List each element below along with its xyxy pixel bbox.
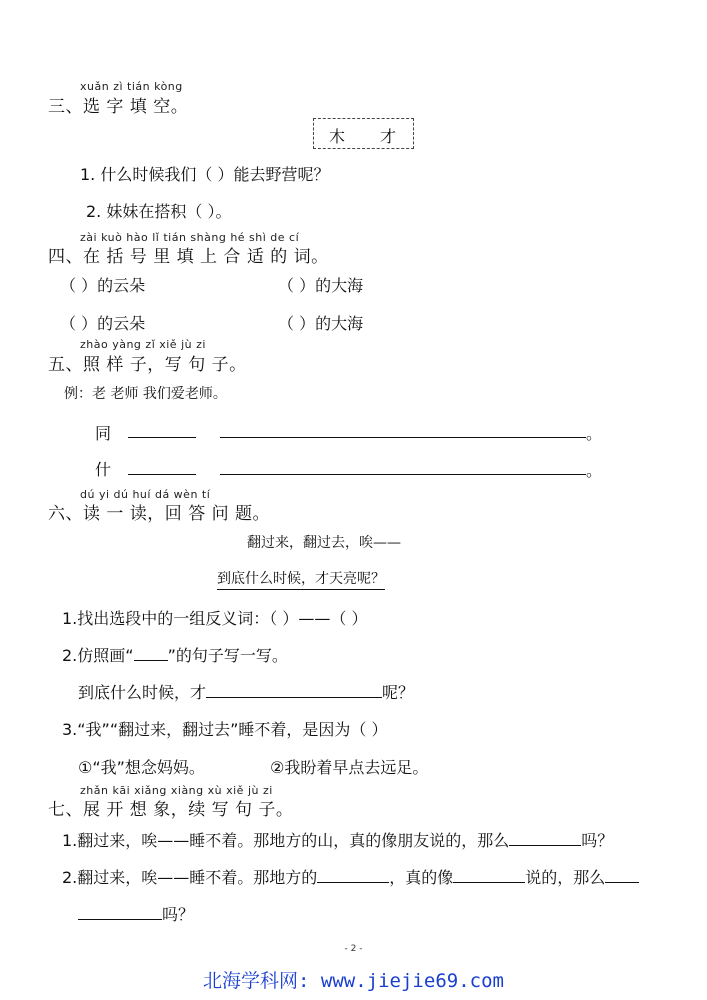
s7-question-2-cont: [78, 902, 194, 925]
s7-q2-blank-3[interactable]: [605, 868, 639, 883]
s6-q2-blank[interactable]: [206, 683, 382, 698]
s7-q1-text-a: 1.翻过来，唉——睡不着。那地方的山，真的像朋友说的，那么: [62, 831, 510, 850]
s7-q2-text-b: ，真的像: [389, 868, 454, 887]
s6-q2-text-a: 2.仿照画“: [62, 646, 134, 665]
word-choice-box: [313, 118, 414, 149]
s6-option-2: ②我盼着早点去远足。: [270, 758, 429, 777]
s6-passage-line-2: 到底什么时候，才天亮呢？: [217, 568, 385, 590]
s3-question-1: 1. 什么时候我们（ ）能去野营呢？: [80, 165, 330, 184]
s5-pinyin: zhào yàng zǐ xiě jù zi: [80, 338, 206, 351]
s4-row2-left: （ ）的云朵: [60, 314, 146, 333]
s7-question-1: [62, 828, 613, 851]
s4-row2-right: （ ）的大海: [278, 314, 364, 333]
s7-question-2: [62, 865, 639, 888]
s7-pinyin: zhǎn kāi xiǎng xiàng xù xiě jù zi: [80, 784, 273, 797]
s7-q1-text-b: 吗？: [581, 831, 614, 850]
s7-q2-blank-1[interactable]: [317, 868, 389, 883]
s7-q2-blank-4[interactable]: [78, 905, 162, 920]
s5-period-1: 。: [586, 424, 603, 443]
s5-blank-word-1[interactable]: [128, 423, 196, 438]
page-number: - 2 -: [344, 944, 363, 954]
s5-blank-sentence-2[interactable]: [220, 460, 586, 475]
s6-passage-line-1: 翻过来，翻过去，唉——: [247, 535, 401, 551]
s7-q2-text-c: 说的，那么: [525, 868, 606, 887]
s6-question-2-fill: [78, 680, 414, 703]
box-char-mu: 木: [329, 127, 346, 146]
s6-q2-fill-text-a: 到底什么时候，才: [78, 683, 207, 702]
s4-row1-right: （ ）的大海: [278, 276, 364, 295]
s7-q2-text-d: 吗？: [162, 905, 195, 924]
s5-blank-word-2[interactable]: [128, 460, 196, 475]
s5-example: 例：老 老师 我们爱老师。: [64, 386, 227, 402]
s3-pinyin: xuǎn zì tián kòng: [80, 80, 183, 93]
s7-q2-text-a: 2.翻过来，唉——睡不着。那地方的: [62, 868, 318, 887]
s6-heading: 六、读 一 读，回 答 问 题。: [48, 504, 271, 524]
s6-question-3: 3.“我”“翻过来，翻过去”睡不着，是因为（ ）: [62, 720, 388, 739]
s6-pinyin: dú yi dú huí dá wèn tí: [80, 488, 211, 501]
s6-question-2: [62, 643, 288, 666]
s7-q1-blank[interactable]: [509, 831, 581, 846]
box-char-cai: 才: [380, 127, 397, 146]
s5-char-tong: 同: [95, 424, 112, 443]
watermark: 北海学科网: www.jiejie69.com: [203, 970, 504, 992]
s5-blank-sentence-1[interactable]: [220, 423, 586, 438]
s6-q2-text-b: ”的句子写一写。: [167, 646, 288, 665]
s3-question-2: 2. 妹妹在搭积（ ）。: [86, 202, 232, 221]
s7-heading: 七、展 开 想 象，续 写 句 子。: [48, 800, 294, 820]
s6-q2-underline-sample: [134, 646, 168, 661]
s6-option-1: ①“我”想念妈妈。: [78, 758, 205, 777]
s5-heading: 五、照 样 子，写 句 子。: [48, 355, 247, 375]
s4-row1-left: （ ）的云朵: [60, 276, 146, 295]
s4-pinyin: zài kuò hào lǐ tián shàng hé shì de cí: [80, 231, 300, 244]
s5-char-shen: 什: [95, 460, 112, 479]
s4-heading: 四、在 括 号 里 填 上 合 适 的 词。: [48, 247, 329, 267]
s3-heading: 三、选 字 填 空。: [48, 97, 189, 117]
s6-q2-fill-text-b: 呢？: [382, 683, 415, 702]
s7-q2-blank-2[interactable]: [453, 868, 525, 883]
s6-question-1: 1.找出选段中的一组反义词：（ ）——（ ）: [62, 609, 368, 628]
s5-period-2: 。: [586, 461, 603, 480]
